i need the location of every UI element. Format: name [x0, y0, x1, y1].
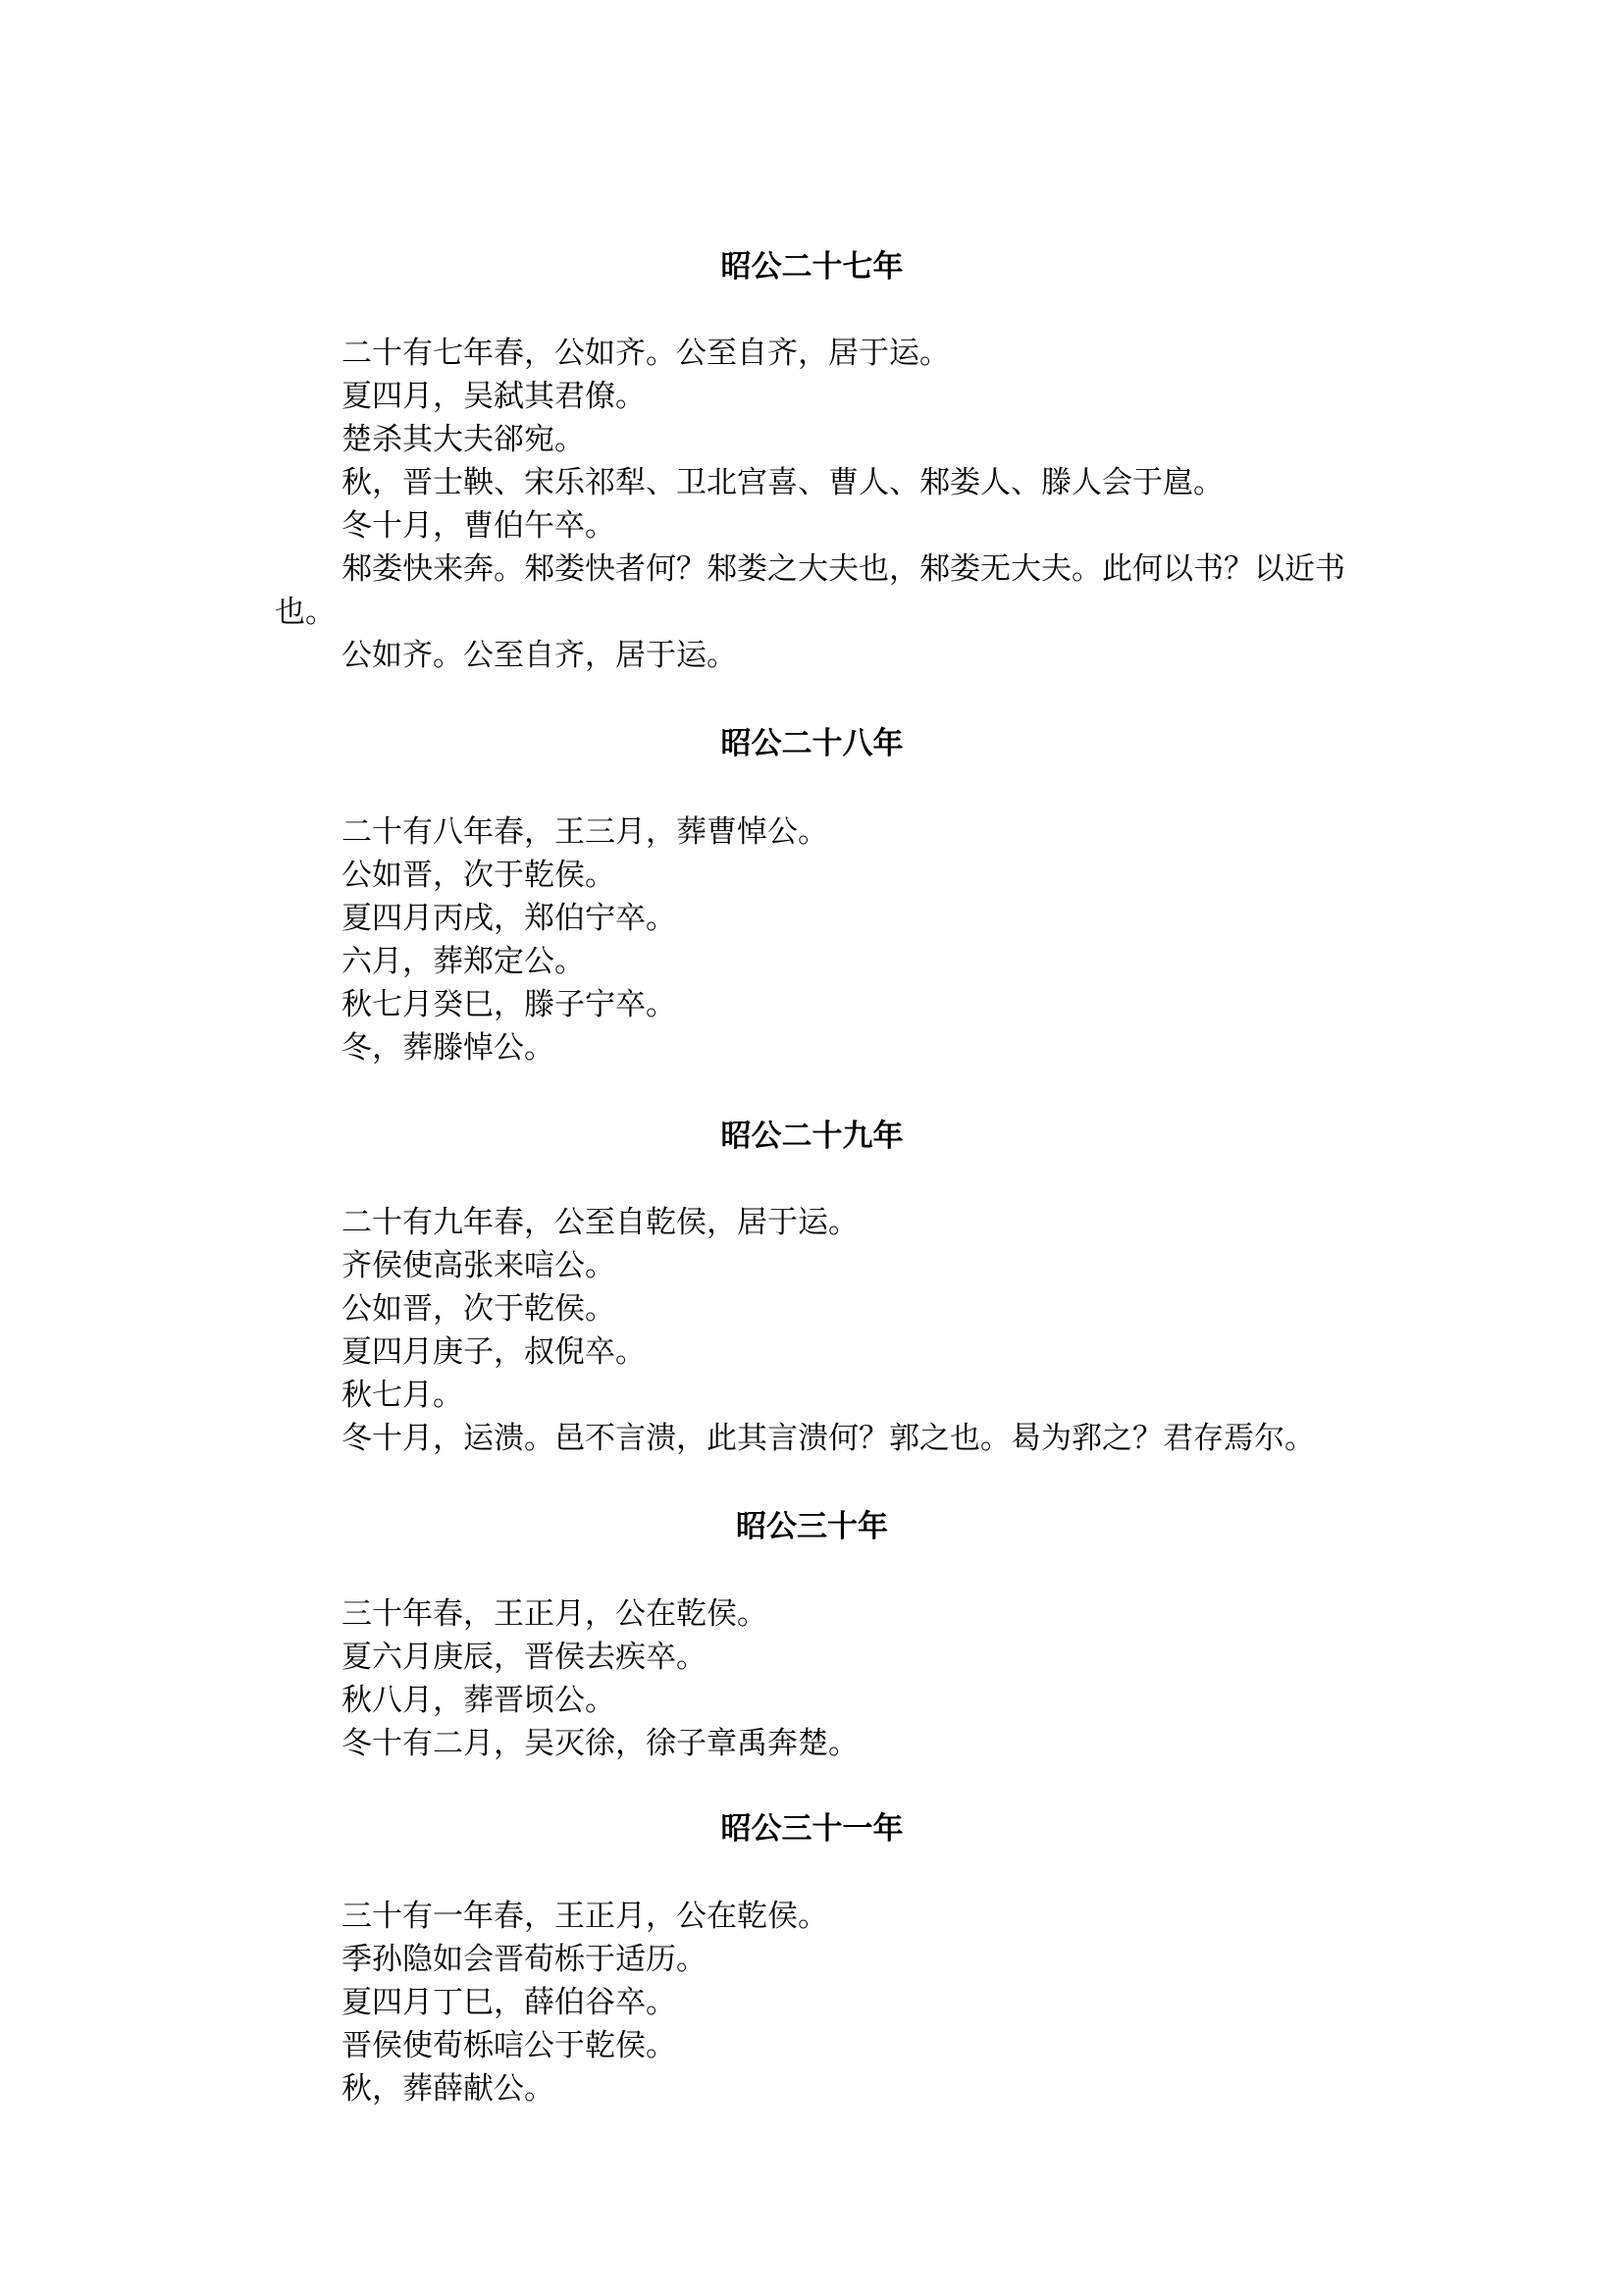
entry-line: 夏四月丙戌，郑伯宁卒。 [341, 901, 676, 936]
entry-line: 冬，葬滕悼公。 [341, 1030, 554, 1066]
entry-list [275, 1592, 1364, 1765]
entry-list [275, 332, 1364, 677]
entry-list [275, 810, 1364, 1069]
entry-line: 二十有八年春，王三月，葬曹悼公。 [341, 814, 828, 850]
entry-line: 夏四月，吴弑其君僚。 [341, 379, 646, 414]
section-zhao-30 [0, 1505, 1624, 1761]
entry-list [275, 1201, 1364, 1460]
entry-line: 邾娄快来奔。邾娄快者何？邾娄之大夫也，邾娄无大夫。此何以书？以近书也。 [275, 551, 1345, 630]
entry-line: 三十年春，王正月，公在乾侯。 [341, 1596, 767, 1632]
section-title: 昭公三十一年 [720, 1811, 904, 1847]
entry-line: 六月，葬郑定公。 [341, 944, 585, 979]
entry-line: 夏六月庚辰，晋侯去疾卒。 [341, 1640, 707, 1675]
section-zhao-28 [0, 722, 1624, 1066]
entry-line: 公如晋，次于乾侯。 [341, 1291, 615, 1327]
entry-line: 晋侯使荀栎唁公于乾侯。 [341, 2028, 676, 2063]
entry-line: 三十有一年春，王正月，公在乾侯。 [341, 1899, 828, 1934]
section-title: 昭公三十年 [736, 1509, 888, 1544]
entry-line: 秋七月。 [341, 1378, 463, 1413]
section-title: 昭公二十七年 [720, 249, 904, 285]
entry-line: 冬十有二月，吴灭徐，徐子章禹奔楚。 [341, 1726, 859, 1761]
entry-line: 齐侯使高张来唁公。 [341, 1248, 615, 1283]
entry-line: 二十有七年春，公如齐。公至自齐，居于运。 [341, 336, 950, 371]
entry-line: 公如晋，次于乾侯。 [341, 858, 615, 893]
section-zhao-31 [0, 1807, 1624, 2107]
entry-line: 公如齐。公至自齐，居于运。 [341, 638, 737, 673]
entry-line: 二十有九年春，公至自乾侯，居于运。 [341, 1205, 859, 1240]
section-zhao-27 [0, 245, 1624, 673]
entry-line: 夏四月庚子，叔倪卒。 [341, 1334, 646, 1370]
entry-line: 季孙隐如会晋荀栎于适历。 [341, 1942, 707, 1977]
section-title: 昭公二十八年 [720, 726, 904, 761]
section-title: 昭公二十九年 [720, 1119, 904, 1154]
section-zhao-29 [0, 1115, 1624, 1456]
entry-list [275, 1895, 1364, 2111]
entry-line: 秋七月癸巳，滕子宁卒。 [341, 987, 676, 1022]
entry-line: 冬十月，曹伯午卒。 [341, 508, 615, 544]
entry-line: 楚杀其大夫郤宛。 [341, 422, 585, 457]
entry-line: 秋八月，葬晋顷公。 [341, 1683, 615, 1718]
entry-line: 秋，葬薛献公。 [341, 2071, 554, 2107]
entry-line: 夏四月丁巳，薛伯谷卒。 [341, 1985, 676, 2020]
entry-line: 冬十月，运溃。邑不言溃，此其言溃何？郭之也。曷为郛之？君存焉尔。 [341, 1421, 1315, 1456]
entry-line: 秋，晋士鞅、宋乐祁犁、卫北宫喜、曹人、邾娄人、滕人会于扈。 [341, 465, 1224, 500]
